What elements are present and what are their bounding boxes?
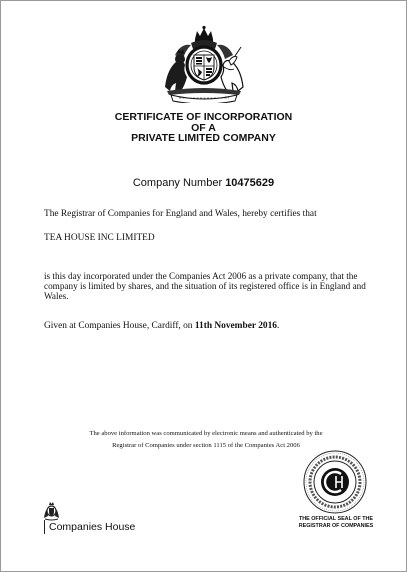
given-at-text: Given at Companies House, Cardiff, on <box>44 321 193 331</box>
company-number-value: 10475629 <box>225 177 275 189</box>
company-number-line <box>1 177 406 189</box>
title-line-1: CERTIFICATE OF INCORPORATION <box>114 111 293 123</box>
authentication-note-line-2: Registrar of Companies under section 1115 of the Companies Act 2006 <box>112 442 300 449</box>
company-name: TEA HOUSE INC LIMITED <box>44 233 155 243</box>
official-seal-icon <box>299 449 371 515</box>
given-date: 11th November 2016 <box>194 321 277 331</box>
certificate-title <box>1 112 406 144</box>
logo-divider <box>44 520 45 534</box>
authentication-note-line-1: The above information was communicated by electronic means and authenticated by the <box>89 430 323 437</box>
seal-caption-line-1: THE OFFICIAL SEAL OF THE <box>298 516 374 522</box>
company-number-label: Company Number <box>132 177 223 189</box>
title-line-2: OF A <box>191 121 216 134</box>
seal-caption <box>291 516 381 530</box>
companies-house-logo-text: Companies House <box>49 521 136 533</box>
royal-coat-of-arms-icon <box>161 25 247 103</box>
seal-caption-line-2: REGISTRAR OF COMPANIES <box>298 523 374 529</box>
companies-house-logo <box>41 501 171 537</box>
royal-crest-small-icon <box>43 501 60 521</box>
incorporation-text: is this day incorporated under the Companies Act 2006 as a private company, that the company is limited by shares, and the situation of its registered office is in England and Wales. <box>44 271 366 302</box>
given-at-line <box>44 321 279 331</box>
given-end: . <box>276 321 280 331</box>
title-line-3: PRIVATE LIMITED COMPANY <box>131 132 276 144</box>
certifies-text: The Registrar of Companies for England and Wales, hereby certifies that <box>44 209 317 219</box>
